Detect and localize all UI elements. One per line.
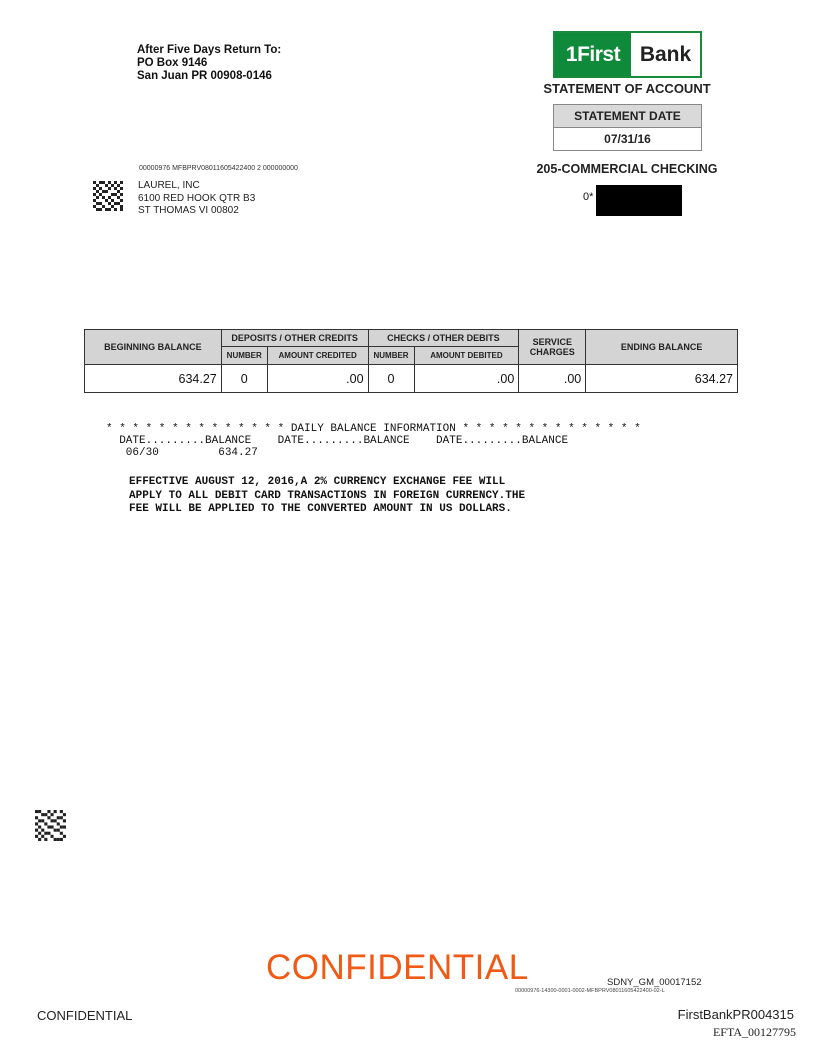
mailing-tracking-code: 00000976-14300-0001-0002-MFBPRV08011605422400-02-L — [515, 988, 665, 994]
footer-confidential: CONFIDENTIAL — [37, 1008, 133, 1023]
header-amount-debited: AMOUNT DEBITED — [414, 347, 519, 365]
beginning-balance-value: 634.27 — [85, 365, 222, 393]
account-number-prefix: 0* — [583, 191, 594, 203]
daily-balance-row: 06/30 634.27 — [106, 447, 258, 459]
notice-line: FEE WILL BE APPLIED TO THE CONVERTED AMOUNT IN US DOLLARS. — [129, 503, 512, 515]
header-ending-balance: ENDING BALANCE — [586, 330, 738, 365]
service-charges-value: .00 — [519, 365, 586, 393]
return-address-line: After Five Days Return To: — [137, 44, 282, 56]
firstbank-logo — [553, 31, 702, 78]
bates-number-efta: EFTA_00127795 — [712, 1025, 796, 1039]
addressee-name: LAUREL, INC — [138, 180, 200, 191]
header-deposit-number: NUMBER — [221, 347, 267, 365]
qr-code-icon — [93, 181, 123, 211]
address-street: 6100 RED HOOK QTR B3 — [138, 192, 256, 204]
mailing-address — [138, 180, 255, 218]
deposit-number-value: 0 — [221, 365, 267, 393]
confidential-stamp: CONFIDENTIAL — [266, 948, 529, 987]
header-service-charges: SERVICE CHARGES — [519, 330, 586, 365]
daily-balance-info — [106, 423, 641, 459]
daily-balance-columns: DATE.........BALANCE DATE.........BALANCE DATE.........BALANCE — [106, 435, 569, 447]
notice-line: APPLY TO ALL DEBIT CARD TRANSACTIONS IN FOREIGN CURRENCY.THE — [129, 489, 526, 502]
mail-barcode-line: 00000976 MFBPRV08011605422400 2 000000000 — [139, 165, 298, 172]
header-check-number: NUMBER — [368, 347, 414, 365]
amount-debited-value: .00 — [414, 365, 519, 393]
return-address — [137, 44, 281, 83]
account-number-redaction — [596, 185, 682, 216]
return-address-line: PO Box 9146 — [137, 57, 208, 69]
address-city: ST THOMAS VI 00802 — [138, 205, 239, 216]
bates-number-sdny: SDNY_GM_00017152 — [607, 977, 702, 988]
statement-title: STATEMENT OF ACCOUNT — [543, 81, 711, 96]
logo-green-part: 1First — [555, 33, 631, 76]
return-address-line: San Juan PR 00908-0146 — [137, 70, 272, 82]
account-type: 205-COMMERCIAL CHECKING — [536, 162, 718, 176]
logo-bank-part: Bank — [639, 42, 692, 66]
header-deposits: DEPOSITS / OTHER CREDITS — [221, 330, 368, 347]
ending-balance-value: 634.27 — [586, 365, 738, 393]
header-amount-credited: AMOUNT CREDITED — [267, 347, 368, 365]
daily-balance-header: * * * * * * * * * * * * * * DAILY BALANCE INFORMATION * * * * * * * * * * * * * * — [106, 423, 641, 435]
bates-number-firstbank: FirstBankPR004315 — [677, 1007, 794, 1022]
table-row — [85, 365, 738, 393]
statement-date-label: STATEMENT DATE — [554, 105, 701, 128]
account-summary-table — [84, 329, 738, 393]
amount-credited-value: .00 — [267, 365, 368, 393]
statement-date-box — [553, 104, 702, 151]
notice-line: EFFECTIVE AUGUST 12, 2016,A 2% CURRENCY EXCHANGE FEE WILL — [129, 476, 506, 488]
statement-date-value: 07/31/16 — [604, 132, 651, 146]
qr-code-icon — [35, 810, 66, 841]
header-beginning-balance: BEGINNING BALANCE — [85, 330, 222, 365]
header-checks: CHECKS / OTHER DEBITS — [368, 330, 519, 347]
fee-notice — [129, 476, 525, 517]
check-number-value: 0 — [368, 365, 414, 393]
